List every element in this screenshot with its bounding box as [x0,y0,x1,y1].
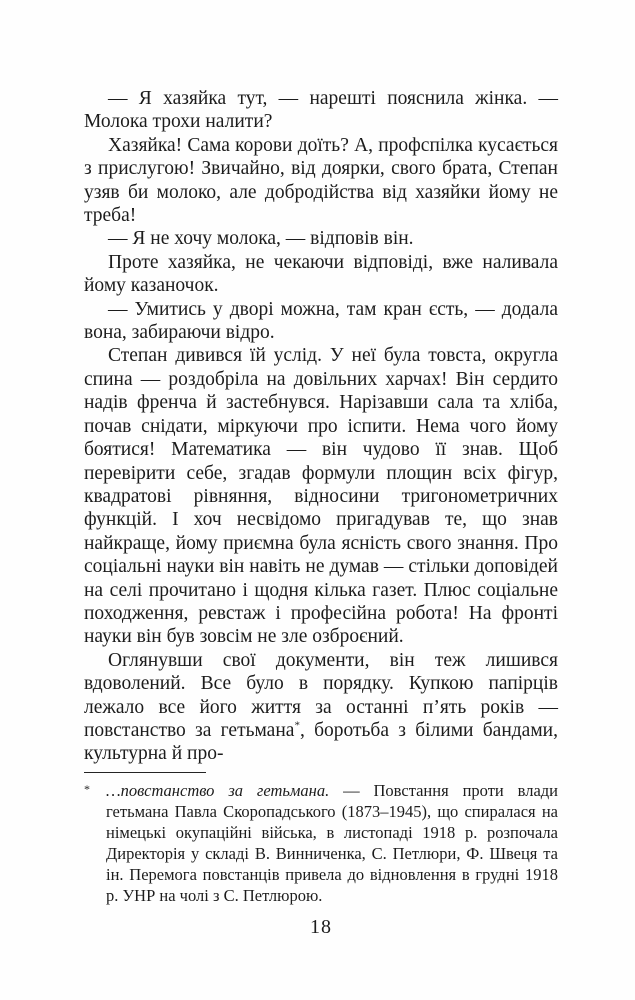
paragraph: Степан дивився їй услід. У неї була товста, округла спина — роздобріла на довільних харчах! Він сердито надів френча й застебнувся. Нарізавши сала та хліба, почав снідати, міркуючи про іспити. Нема чого йому боятися! Математика — він чудово її знав. Щоб перевірити себе, згадав формули площин всіх фігур, квадратові рівняння, відносини тригонометричних функцій. І хоч несвідомо пригадував те, що знав найкраще, йому приємна була ясність свого знання. Про соціальні науки він навіть не думав — стільки доповідей на селі прочитано і щодня кілька газет. Плюс соціальне походження, ревстаж і професійна робота! На фронті науки він був зовсім не зле озброєний. [84,345,558,648]
footnote-text: — Повстання проти влади гетьмана Павла Скоропадського (1873–1945), що спиралася на німецькі окупаційні війська, в листопаді 1918 р. розпочала Директорія у складі В. Винниченка, С. Петлюри, Ф. Швеця та ін. Перемога повстанців привела до відновлення в грудні 1918 р. УНР на чолі з С. Петлюрою. [106,781,558,905]
footnote [84,780,558,906]
footnote-term-italic: …повстанство за гетьмана. [106,781,330,800]
paragraph-dialogue: — Умитись у дворі можна, там кран єсть, — додала вона, забираючи відро. [84,298,558,344]
paragraph: Проте хазяйка, не чекаючи відповіді, вже наливала йому казаночок. [84,251,558,297]
paragraph-dialogue: — Я хазяйка тут, — нарешті пояснила жінка. — Молока трохи налити? [84,88,558,133]
paragraph-dialogue: — Я не хочу молока, — відповів він. [108,228,414,250]
footnote-separator-rule [84,772,206,773]
paragraph-with-footnote-ref [84,649,558,766]
page-number: 18 [310,916,332,938]
paragraph-text: Оглянувши свої документи, він теж лишився вдоволений. Все було в порядку. Купкою папірців лежало все його життя за останні п’ять років — повстанство за гетьмана [84,649,558,741]
paragraph: Хазяйка! Сама корови доїть? А, профспілка кусається з прислугою! Звичайно, від доярки, свого брата, Степан узяв би молоко, але добродійства від хазяйки йому не треба! [84,134,558,227]
body-text [84,87,558,766]
footnote-marker: * [84,782,90,796]
footnote-reference-marker: * [294,719,300,732]
paragraph-text: , боротьба з білими бандами, культурна й про- [84,719,558,765]
footnote-section [84,772,558,906]
